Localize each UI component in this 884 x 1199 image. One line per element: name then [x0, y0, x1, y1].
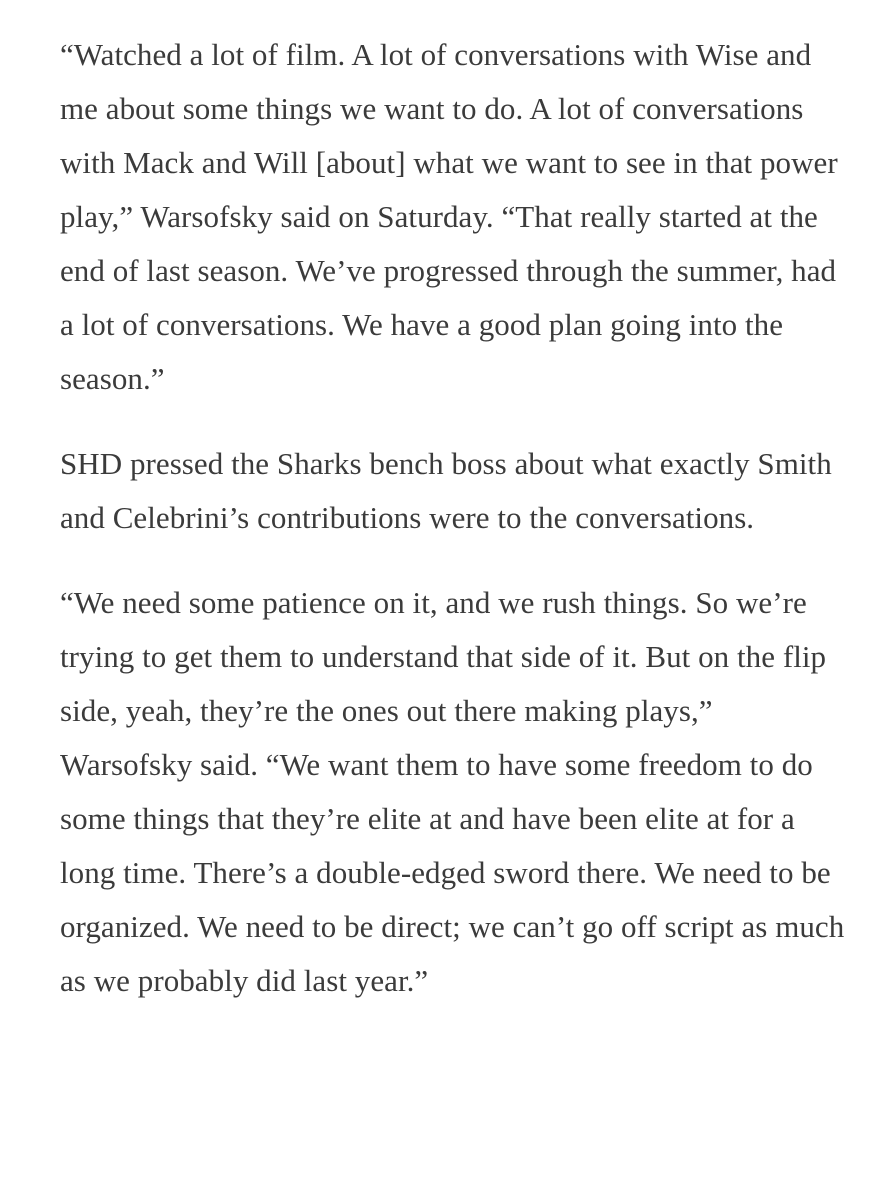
- paragraph-quote-patience: “We need some patience on it, and we rush things. So we’re trying to get them to understand that side of it. But on the flip side, yeah, they’re the ones out there making plays,” Warsofsky said. “We want them to have some freedom to do some things that they’re elite at and have been elite at for a long time. There’s a double-edged sword there. We need to be organized. We need to be direct; we can’t go off script as much as we probably did last year.”: [60, 585, 845, 998]
- paragraph-shd-question: SHD pressed the Sharks bench boss about what exactly Smith and Celebrini’s contributions were to the conversations.: [60, 446, 832, 535]
- paragraph-quote-film: “Watched a lot of film. A lot of conversations with Wise and me about some things we want to do. A lot of conversations with Mack and Will [about] what we want to see in that power play,” Warsofsky said on Saturday. “That really started at the end of last season. We’ve progressed through the summer, had a lot of conversations. We have a good plan going into the season.”: [60, 37, 838, 396]
- article-body: [60, 28, 850, 1008]
